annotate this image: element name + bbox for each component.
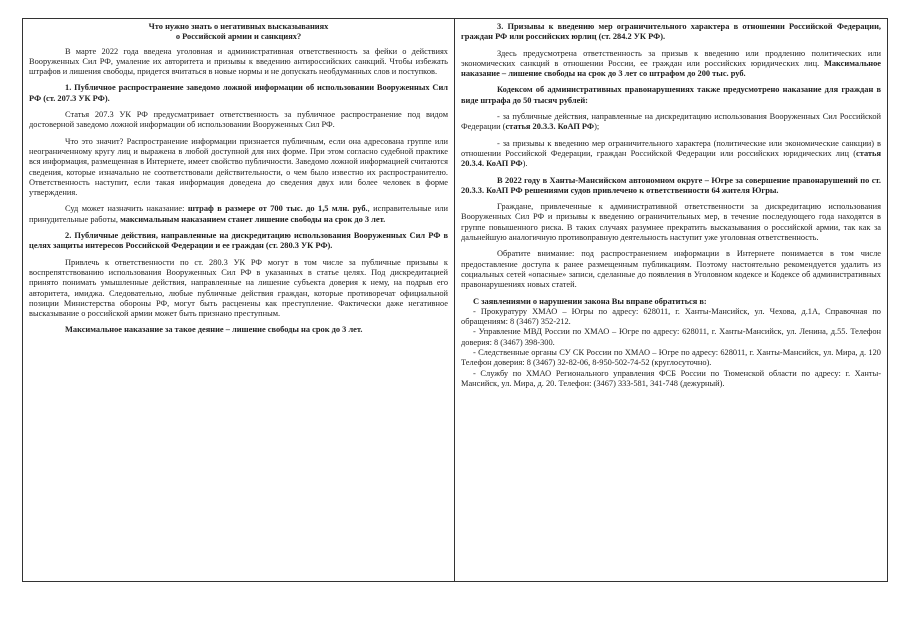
section-1-penalty-paragraph [29,204,448,225]
penalty-fine: штраф в размере от 700 тыс. до 1,5 млн. руб. [187,204,368,214]
koap-item-1 [461,112,881,133]
section-3-heading: 3. Призывы к введению мер ограничительного характера в отношении Российской Федерации, граждан РФ или российских юрлиц (ст. 284.2 УК РФ). [461,22,881,42]
koap-item-2-article: статья 20.3.4. КоАП РФ [461,148,881,169]
section-3-paragraph [461,49,881,80]
koap-item-2-text: - за призывы к введению мер ограничительного характера (политические или экономические санкции) в отношении Российской Федерации, граждан Российской Федерации или российских юридических лиц ( [461,138,881,158]
section-2-penalty: Максимальное наказание за такое деяние – лишение свободы на срок до 3 лет. [65,325,363,335]
attention-paragraph: Обратите внимание: под распространением информации в Интернете понимается в том числе предоставление доступа к ранее размещенным публикациям. Поэтому настоятельно рекомендуется удалить из социальных сетей «опасные» записи, сделанные до появления в Уголовном кодексе и Кодексе об административных правонарушениях новых статей. [461,249,881,290]
contact-fsb: - Службу по ХМАО Регионального управления ФСБ России по Тюменской области по адресу: г. Ханты-Мансийск, ул. Мира, д. 20. Телефон: (3467) 333-581, 341-748 (дежурный). [461,368,881,388]
contacts-heading: С заявлениями о нарушении закона Вы вправе обратиться в: [473,296,707,306]
section-1-paragraph-1: Статья 207.3 УК РФ предусматривает ответственность за публичное распространение под видом достоверной заведомо ложной информации об использовании Вооруженных Сил РФ. [29,110,448,130]
section-2-heading: 2. Публичные действия, направленные на дискредитацию использования Вооруженных Сил РФ в целях защиты интересов Российской Федерации и ее граждан (ст. 280.3 УК РФ). [29,231,448,251]
koap-item-2 [461,139,881,170]
penalty-max: максимальным наказанием станет лишение свободы на срок до 3 лет. [120,214,386,224]
risk-warning-paragraph: Граждане, привлеченные к административной ответственности за дискредитацию использования Вооруженных Сил РФ и призывы к введению ограничительных мер, в течение последующего года находятся в группе повышенного риска. В таких случаях разумнее прекратить высказывания о российской армии, так как за дальнейшую аналогичную противоправную деятельность наступит уже уголовная ответственность. [461,202,881,243]
section-3-penalty: Максимальное наказание – лишение свободы на срок до 3 лет со штрафом до 200 тыс. руб. [461,58,881,79]
contact-mvd: - Управление МВД России по ХМАО – Югре по адресу: 628011, г. Ханты-Мансийск, ул. Ленина, д.55. Телефон доверия: 8 (3467) 398-300. [461,327,881,347]
leaflet-sheet [22,18,888,582]
koap-item-2-end: ). [522,159,528,169]
right-column [455,19,887,581]
left-column [23,19,455,581]
title-line-1: Что нужно знать о негативных высказываниях [148,22,329,31]
region-statistics: В 2022 году в Ханты-Мансийском автономном округе – Югре за совершение правонарушений по ст. 20.3.3. КоАП РФ решениями судов привлечено к ответственности 64 жителя Югры. [461,175,881,195]
penalty-works: , исправительные или принудительные работы, [29,204,448,224]
koap-item-1-end: ); [594,122,600,132]
leaflet-title [29,22,448,43]
intro-paragraph: В марте 2022 года введена уголовная и административная ответственность за фейки о действиях Вооруженных Сил РФ, умаление их авторитета и призывы к введению антироссийских санкций. Чтобы избежать штрафов и лишения свободы, придется вчитаться в новые нормы и не допускать необдуманных слов и поступков. [29,46,448,77]
koap-heading: Кодексом об административных правонарушениях также предусмотрено наказание для граждан в виде штрафа до 50 тысяч рублей: [461,85,881,105]
contact-prosecutor: - Прокуратуру ХМАО – Югры по адресу: 628011, г. Ханты-Мансийск, ул. Чехова, д.1А, Справочная по обращениям: 8 (3467) 352-212. [461,306,881,327]
koap-item-1-text: - за публичные действия, направленные на дискредитацию использования Вооруженных Сил Российской Федерации ( [461,112,881,132]
koap-item-1-article: статья 20.3.3. КоАП РФ [505,122,595,132]
section-3-text: Здесь предусмотрена ответственность за призыв к введению или продлению политических или экономических санкций в отношении России, ее граждан или российских юридических лиц. [461,48,881,68]
section-1-paragraph-2: Что это значит? Распространение информации признается публичным, если она адресована группе или неограниченному кругу лиц и выражена в любой доступной для них форме. При этом согласно судебной практике вся информация, размещенная в Интернете, имеет свойство публичности. Заведомо ложной информацией считаются сведения, которые изначально не соответствовали действительности, о чем было известно их распространителю. Ответственность наступит, если такая информация доведена до сведения двух или более человек в форме утверждения. [29,136,448,198]
penalty-lead: Суд может назначить наказание: [65,204,188,214]
section-2-paragraph-1: Привлечь к ответственности по ст. 280.3 УК РФ могут в том числе за публичные призывы к воспрепятствованию использования Вооруженных Сил РФ в указанных в статье целях. Под дискредитацией принято понимать умышленные действия, направленные на лишение субъекта доверия к нему, на подрыв его авторитета, имиджа. Следовательно, любые публичные действия граждан, которые противоречат официальной позиции Министерства обороны РФ, могут быть расценены как преступление. Фактически даже негативное высказывание о российской армии может быть признано преступным. [29,257,448,319]
title-line-2: о Российской армии и санкциях? [175,32,302,42]
contact-investigative-committee: - Следственные органы СУ СК России по ХМАО – Югре по адресу: 628011, г. Ханты-Мансийск, ул. Мира, д. 120 Телефон доверия: 8 (3467) 32-82-06, 8-950-502-74-52 (круглосуточно). [461,348,881,368]
section-1-heading: 1. Публичное распространение заведомо ложной информации об использовании Вооруженных Сил РФ (ст. 207.3 УК РФ). [29,83,448,103]
